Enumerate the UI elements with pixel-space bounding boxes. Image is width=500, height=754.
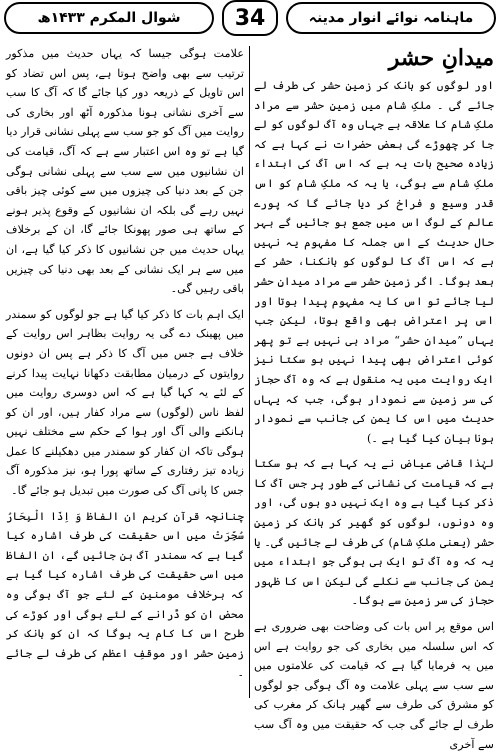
paragraph: چنانچہ قرآن کریم ان الفاظ وَ اِذَا الْبِحَارُ سُجِّرَتْ میں اس حقیقت کی طرف اشارہ کیا گیا ہے کہ سمندر آگ بن جائیں گے، ان الفاظ میں اسی حقیقت کی طرف اشارہ کیا گیا ہے کہ برخلاف مومنین کے لئے جو آگ ہوگی وہ محض ان کو ڈرانے کے لئے ہوگی اور کوڑے کی طرح اس کا کام یہ ہوگا کہ ان کو ہانک کر زمینِ حشر اور موقفِ اعظم کی طرف لے جائے ۔ <box>6 509 244 680</box>
right-column <box>254 44 494 751</box>
magazine-title: ماہنامہ نوائے انوار مدینہ <box>286 2 496 34</box>
paragraph: ایک اہم بات کا ذکر کیا گیا ہے جو لوگوں کو سمندر میں پھینک دے گی یہ روایت بظاہر اس روایت کے خلاف ہے جس میں آگ کا ذکر ہے پس ان دونوں روایتوں کے درمیان مطابقت دکھانا نہایت پیدا کرنے کے لئے یہ کہا گیا ہے کہ اس دوسری روایت میں لفظ ناس (لوگوں) سے مراد کفار ہیں، اور ان کو ہانکنے والی آگ اور ہوا کے حکم سے مختلف نہیں ہوگی تاکہ ان کفار کو سمندر میں دھکیلنے کا عمل زیادہ تیز رفتاری کے ساتھ پورا ہو، نیز مذکورہ آگ جس کا پانی آگ کی صورت میں تبدیل ہو جائے گا۔ <box>6 307 244 498</box>
page-number: 34 <box>222 0 278 36</box>
issue-date: شوال المکرم ۱۴۳۳ھ <box>4 2 214 34</box>
paragraph: اور لوگوں کو ہانک کر زمینِ حشر کی طرف لے جائے گی ۔ ملکِ شام میں زمینِ حشر سے مراد ملکِ شام کا علاقہ ہے جہاں وہ آگ لوگوں کو لے جا کر چھوڑے گی بعض حضرات نے کہا ہے کہ زیادہ صحیح بات یہ ہے کہ اس آگ کی ابتداء ملکِ شام سے ہوگی، یا یہ کہ ملکِ شام کو اس قدر وسیع و فراخ کر دیا جائے گا کہ پورے عالم کے لوگ اس میں جمع ہو جائیں گے بہر حال حدیث کے اس جملہ کا مفہوم یہ نہیں ہے کہ اس آگ کا لوگوں کو ہانکنا، حشر کے بعد ہوگا۔ اگر زمینِ حشر سے مراد میدانِ حشر لیا جائے تو اس کا یہ مفہوم پیدا ہوتا اور اس پر اعتراض بھی واقع ہوتا، لیکن جب یہاں ”میدانِ حشر“ مراد ہی نہیں ہے تو پھر کوئی اعتراض بھی پیدا نہیں ہو سکتا نیز ایک روایت میں یہ منقول ہے کہ وہ آگ حجاز کی سر زمین سے نمودار ہوگی، جب کہ یہاں حدیث میں اس کا یمن کی جانب سے نمودار ہونا بیان کیا گیا ہے ۔) <box>254 79 494 445</box>
column-divider <box>249 46 250 698</box>
paragraph: علامت ہوگی جیسا کہ یہاں حدیث میں مذکور ترتیب سے بھی واضح ہوتا ہے، پس اس تضاد کو اس تاویل کے ذریعہ دور کیا جائے گا کہ آگ کا سب سے آخری نشانی ہونا مذکورہ آٹھ اور بخاری کی روایت میں آگ کو جو سب سے پہلی نشانی قرار دیا گیا ہے تو وہ اس اعتبار سے ہے کہ آگ، قیامت کی ان نشانیوں میں سے سب سے پہلی نشانی ہوگی جن کے بعد دنیا کی چیزوں میں سے کوئی چیز باقی نہیں رہے گی بلکہ ان نشانیوں کے وقوع پذیر ہونے کے ساتھ ہی صور پھونکا جائے گا، ان کے برخلاف یہاں حدیث میں جن نشانیوں کا ذکر کیا گیا ہے، ان میں سے ہر ایک نشانی کے بعد بھی دنیا کی چیزیں باقی رہیں گی۔ <box>6 47 244 296</box>
paragraph: اس موقع پر اس بات کی وضاحت بھی ضروری ہے کہ اس سلسلہ میں بخاری کی جو روایت ہے اس میں یہ فرمایا گیا ہے کہ قیامت کی علامتوں میں سے سب سے پہلی علامت وہ آگ ہوگی جو لوگوں کو مشرق کی طرف سے گھیر ہانک کر مغرب کی طرف لے جائے گی جب کہ حقیقت میں وہ آگ سب سے آخری <box>254 620 494 751</box>
section-heading: میدانِ حشر <box>388 45 494 71</box>
paragraph: لہٰذا قاضی عیاض نے یہ کہا ہے کہ ہو سکتا ہے کہ قیامت کی نشانی کے طور پر جس آگ کا ذکر کیا گیا ہے وہ ایک نہیں دو ہوں گی، اور وہ دونوں، لوگوں کو گھیر کر ہانک کر زمینِ حشر (یعنی ملکِ شام) کی طرف لے جائیں گی۔ یا یہ کہ وہ آگ تو ایک ہی ہوگی جو ابتداء میں یمن کی جانب سے نکلے گی لیکن اس کا ظہور حجاز کی سر زمین سے ہوگا۔ <box>254 457 494 608</box>
page-header <box>0 0 500 40</box>
left-column <box>6 44 244 700</box>
